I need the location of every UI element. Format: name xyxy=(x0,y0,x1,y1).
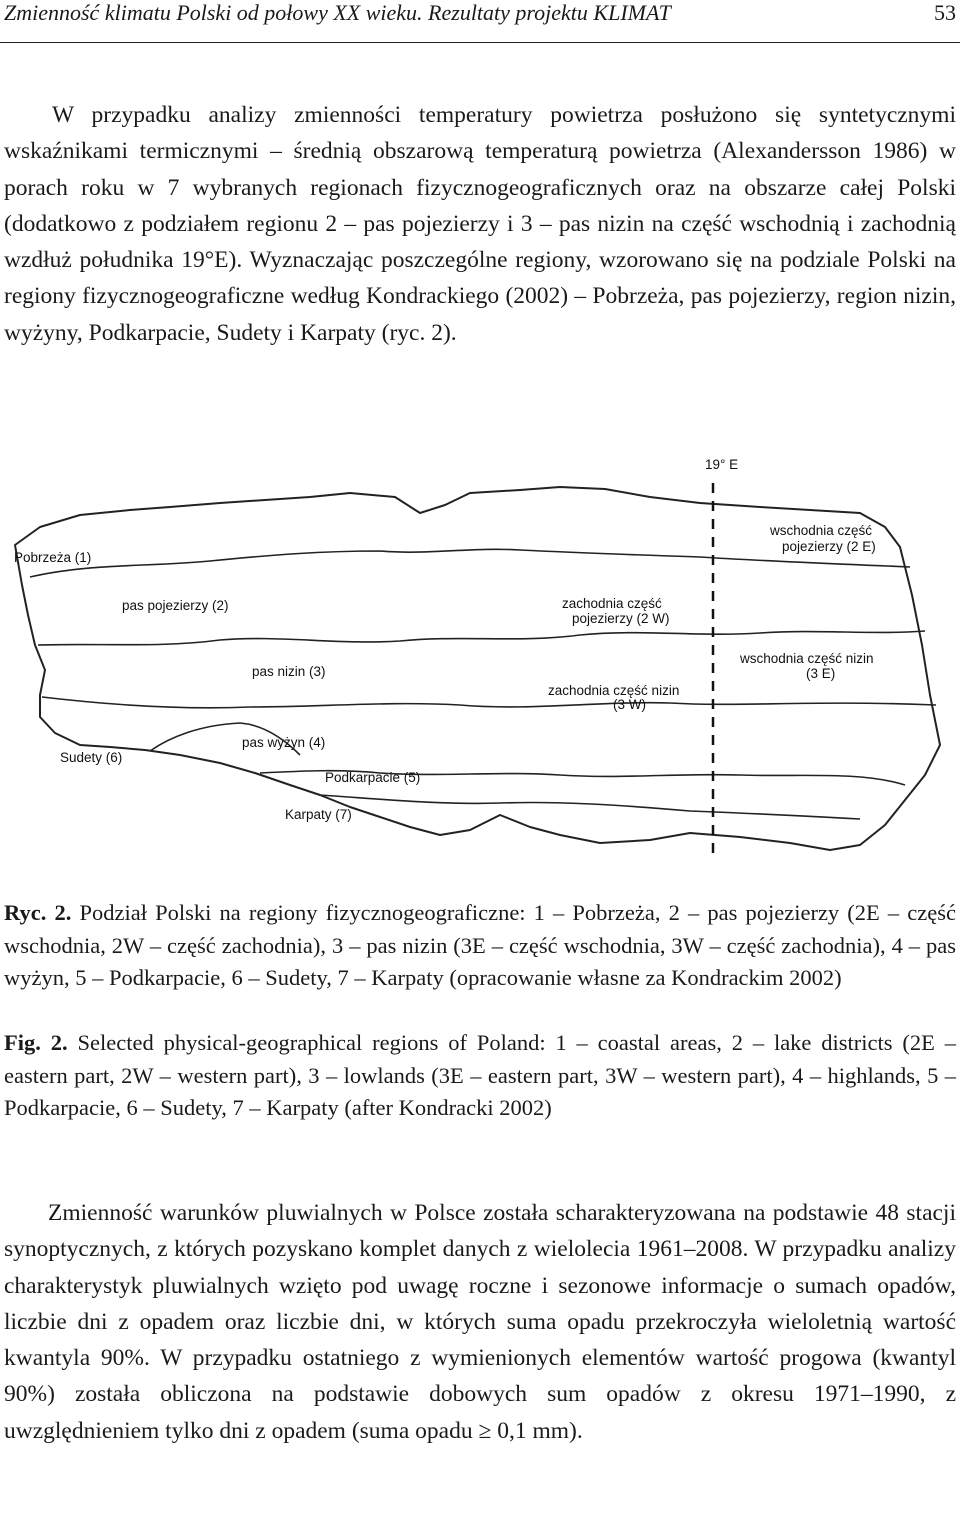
caption-en-label: Fig. 2. xyxy=(4,1030,68,1055)
label-karpaty: Karpaty (7) xyxy=(285,807,352,822)
caption-pl-text: Podział Polski na regiony fizycznogeograficzne: 1 – Pobrzeża, 2 – pas pojezierzy (2E – część wschodnia, 2W – część zachodnia), 3 – pas nizin (3E – część wschodnia, 3W – część zachodnia), 4 – pas wyżyn, 5 – Podkarpacie, 6 – Sudety, 7 – Karpaty (opracowanie własne za Kondrackim 2002) xyxy=(4,900,956,990)
body-paragraph-temperature: W przypadku analizy zmienności temperatury powietrza posłużono się syntetycznymi wskaźnikami termicznymi – średnią obszarową temperaturą powietrza (Alexandersson 1986) w porach roku w 7 wybranych regionach fizycznogeograficznych oraz na obszarze całej Polski (dodatkowo z podziałem regionu 2 – pas pojezierzy i 3 – pas nizin na część wschodnią i zachodnią wzdłuż południka 19°E). Wyznaczając poszczególne regiony, wzorowano się na podziale Polski na regiony fizycznogeograficzne według Kondrackiego (2002) – Pobrzeża, pas pojezierzy, region nizin, wyżyny, Podkarpacie, Sudety i Karpaty (ryc. 2). xyxy=(4,102,956,346)
caption-pl-label: Ryc. 2. xyxy=(4,900,72,925)
region-map-svg xyxy=(0,455,960,865)
body-paragraph-precipitation: Zmienność warunków pluwialnych w Polsce została scharakteryzowana na podstawie 48 stacji synoptycznych, z których pozyskano komplet danych z wielolecia 1961–2008. W przypadku analizy charakterystyk pluwialnych wzięto pod uwagę roczne i sezonowe informacje o sumach opadów, liczbie dni z opadem oraz liczbie dni, w których suma opadu przekroczyła wieloletnią wartość kwantyla 90%. W przypadku ostatniego z wymienionych elementów wartość progowa (kwantyl 90%) została obliczona na podstawie dobowych sum opadów z okresu 1971–1990, z uwzględnieniem tylko dni z opadem (suma opadu ≥ 0,1 mm). xyxy=(4,1200,956,1444)
boundary-pojezierzy xyxy=(38,631,925,645)
label-zach-nizin-2: (3 W) xyxy=(613,697,646,712)
label-zach-nizin-1: zachodnia część nizin xyxy=(548,683,680,698)
label-wsch-pojezierzy-1: wschodnia część xyxy=(770,523,873,538)
label-pas-pojezierzy: pas pojezierzy (2) xyxy=(122,598,229,613)
running-title: Zmienność klimatu Polski od połowy XX wieku. Rezultaty projektu KLIMAT xyxy=(4,0,671,25)
header-rule xyxy=(0,42,960,43)
label-pas-nizin: pas nizin (3) xyxy=(252,664,326,679)
label-podkarpacie: Podkarpacie (5) xyxy=(325,770,421,785)
label-wsch-nizin-1: wschodnia część nizin xyxy=(740,651,874,666)
label-pas-wyzyn: pas wyżyn (4) xyxy=(242,735,326,750)
label-wsch-pojezierzy-2: pojezierzy (2 E) xyxy=(782,539,876,554)
boundary-pobrzeza xyxy=(30,549,910,577)
figure-caption-pl xyxy=(4,897,956,995)
figure-caption-en xyxy=(4,1027,956,1125)
label-pobrzeza: Pobrzeża (1) xyxy=(14,550,92,565)
page-number: 53 xyxy=(934,0,956,25)
boundary-podkarpacie xyxy=(320,795,860,819)
label-sudety: Sudety (6) xyxy=(60,750,123,765)
meridian-label: 19° E xyxy=(705,457,739,472)
running-header xyxy=(0,0,960,30)
label-wsch-nizin-2: (3 E) xyxy=(806,666,836,681)
boundary-nizin xyxy=(42,697,936,708)
label-zach-pojezierzy-2: pojezierzy (2 W) xyxy=(572,611,670,626)
figure-region-map xyxy=(0,455,960,865)
label-zach-pojezierzy-1: zachodnia część xyxy=(562,596,662,611)
caption-en-text: Selected physical-geographical regions of Poland: 1 – coastal areas, 2 – lake districts (2E – eastern part, 2W – western part), 3 – lowlands (3E – eastern part, 3W – western part), 4 – highlands, 5 – Podkarpacie, 6 – Sudety, 7 – Karpaty (after Kondracki 2002) xyxy=(4,1030,957,1120)
